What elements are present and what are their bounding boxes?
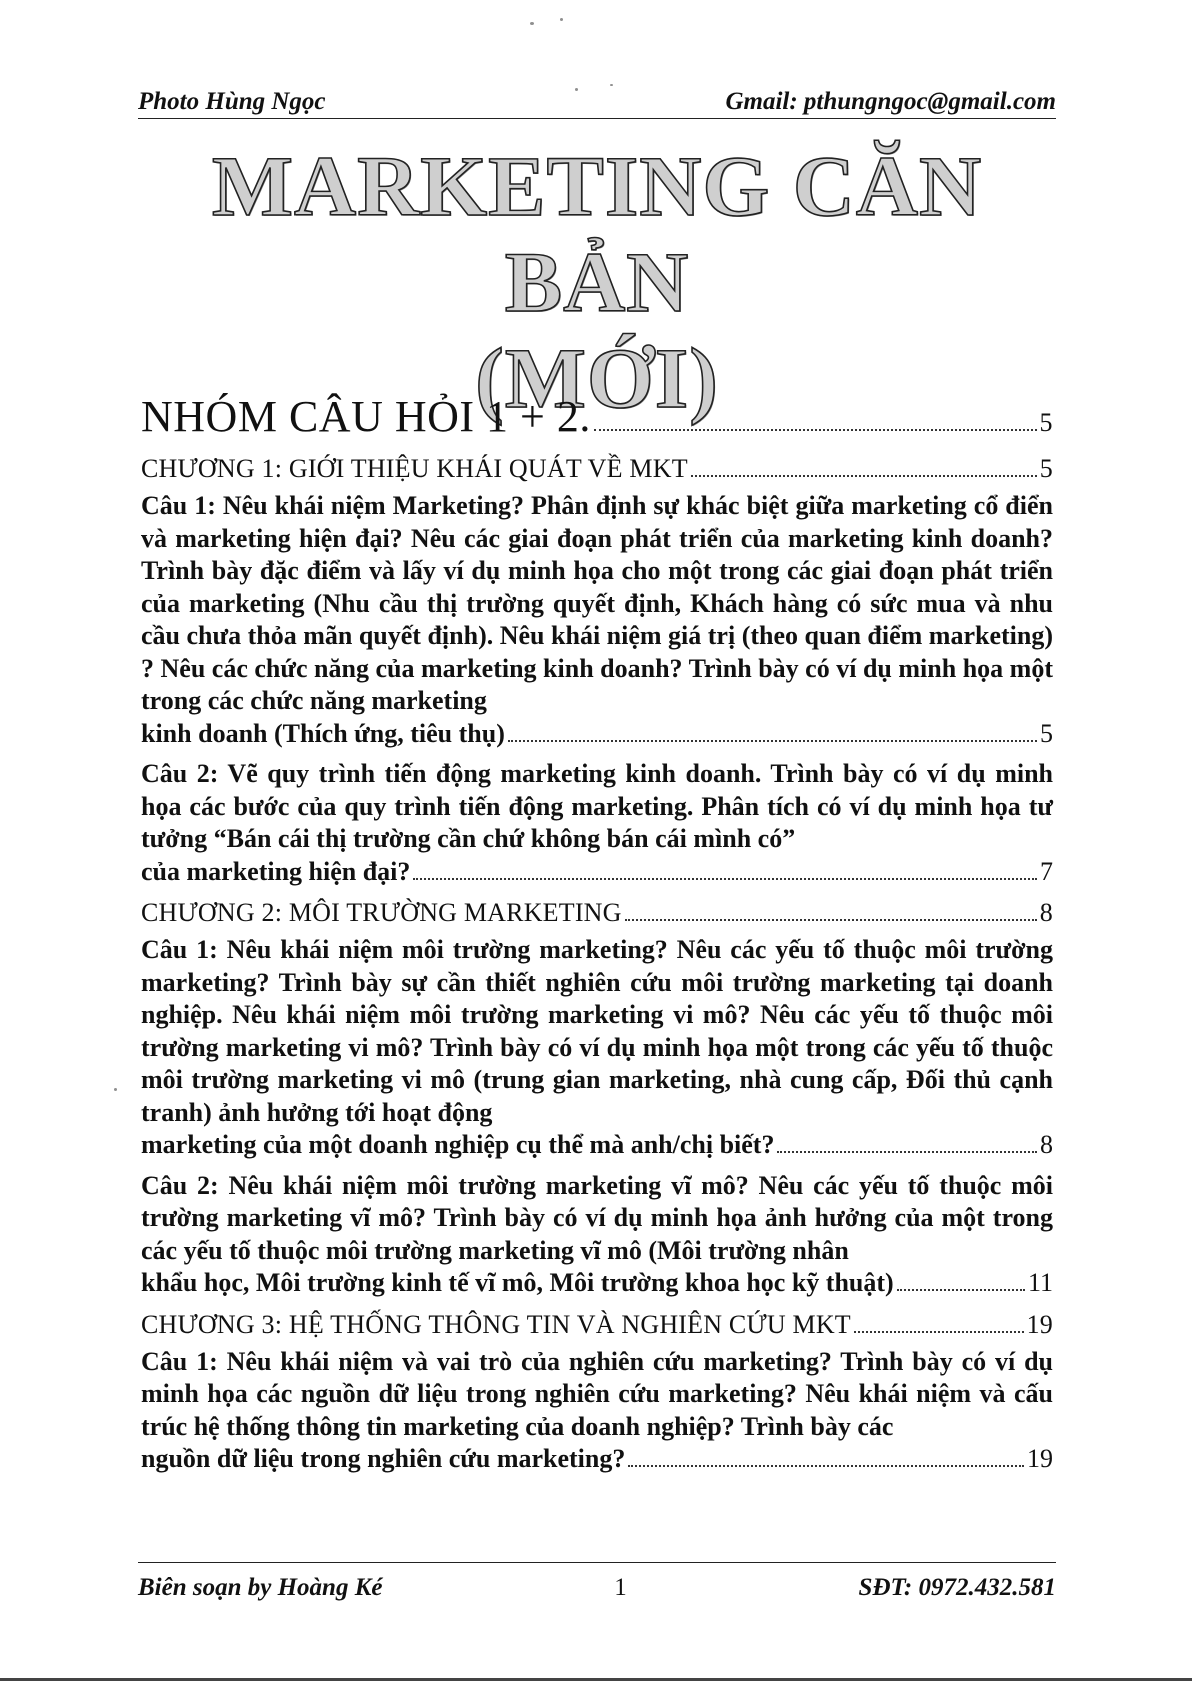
toc-page-number: 8	[1039, 898, 1053, 927]
toc-chapter-1[interactable]	[141, 452, 1053, 485]
toc-page-number: 7	[1040, 856, 1053, 886]
page-header	[138, 84, 1056, 119]
toc-question-1-1[interactable]	[141, 490, 1053, 750]
toc-question-2-2[interactable]	[141, 1170, 1053, 1300]
header-email: Gmail: pthungngoc@gmail.com	[725, 88, 1056, 115]
dot-leader	[594, 429, 1037, 431]
dot-leader	[777, 1151, 1037, 1153]
question-text-last-line: khẩu học, Môi trường kinh tế vĩ mô, Môi trường khoa học kỹ thuật)	[141, 1268, 894, 1297]
question-text: Câu 1: Nêu khái niệm môi trường marketing? Nêu các yếu tố thuộc môi trường marketing? Trình bày sự cần thiết nghiên cứu môi trường marketing tại doanh nghiệp. Nêu khái niệm môi trường marketing vi mô? Nêu các yếu tố thuộc môi trường marketing vi mô? Trình bày có ví dụ minh họa một trong các yếu tố thuộc môi trường marketing vi mô (trung gian marketing, nhà cung cấp, Đối thủ cạnh tranh) ảnh hưởng tới hoạt động	[141, 935, 1053, 1127]
scan-speck	[575, 88, 578, 91]
title-line-1: MARKETING CĂN BẢN	[211, 138, 983, 330]
dot-leader	[625, 919, 1037, 921]
dot-leader	[854, 1331, 1024, 1333]
dot-leader	[508, 740, 1037, 742]
question-text-last-line: kinh doanh (Thích ứng, tiêu thụ)	[141, 718, 505, 748]
header-left-text: Photo Hùng Ngọc	[138, 88, 326, 115]
scan-speck	[114, 1088, 117, 1091]
chapter-title: CHƯƠNG 1: GIỚI THIỆU KHÁI QUÁT VỀ MKT	[141, 454, 688, 483]
question-text: Câu 1: Nêu khái niệm Marketing? Phân định sự khác biệt giữa marketing cổ điển và marketing hiện đại? Nêu các giai đoạn phát triển của marketing kinh doanh? Trình bày đặc điểm và lấy ví dụ minh họa cho một trong các giai đoạn phát triển của marketing (Nhu cầu thị trường quyết định, Khách hàng có sức mua và nhu cầu chưa thỏa mãn quyết định). Nêu khái niệm giá trị (theo quan điểm marketing) ? Nêu các chức năng của marketing kinh doanh? Trình bày có ví dụ minh họa một trong các chức năng marketing	[141, 491, 1053, 715]
toc-page-number: 11	[1027, 1268, 1053, 1297]
page-footer	[138, 1562, 1056, 1607]
document-title	[138, 138, 1056, 426]
toc-question-3-1[interactable]	[141, 1346, 1053, 1476]
question-text: Câu 2: Nêu khái niệm môi trường marketing vĩ mô? Nêu các yếu tố thuộc môi trường marketing vĩ mô? Trình bày có ví dụ minh họa ảnh hưởng của một trong các yếu tố thuộc môi trường marketing vĩ mô (Môi trường nhân	[141, 1170, 1053, 1265]
dot-leader	[413, 878, 1037, 880]
toc-page-number: 8	[1040, 1130, 1053, 1159]
toc-chapter-2[interactable]	[141, 896, 1053, 929]
title-line-2: (MỚI)	[475, 330, 719, 426]
question-text: Câu 2: Vẽ quy trình tiến động marketing kinh doanh. Trình bày có ví dụ minh họa các bước của quy trình tiến động marketing. Phân tích có ví dụ minh họa tư tưởng “Bán cái thị trường cần chứ không bán cái mình có”	[141, 759, 1053, 853]
toc-chapter-3[interactable]	[141, 1308, 1053, 1341]
footer-page-number: 1	[614, 1574, 627, 1601]
toc-page-number: 19	[1027, 1444, 1053, 1473]
toc-group-entry[interactable]	[141, 390, 1053, 450]
table-of-contents	[141, 390, 1053, 1484]
scan-bottom-edge	[0, 1678, 1192, 1681]
toc-question-1-2[interactable]	[141, 758, 1053, 888]
toc-page-number: 5	[1039, 408, 1053, 437]
toc-group-title: NHÓM CÂU HỎI 1 + 2.	[141, 392, 591, 441]
scan-speck	[610, 84, 613, 86]
question-text-last-line: của marketing hiện đại?	[141, 856, 411, 886]
chapter-title: CHƯƠNG 2: MÔI TRƯỜNG MARKETING	[141, 898, 622, 927]
toc-page-number: 5	[1040, 718, 1053, 748]
dot-leader	[691, 475, 1037, 477]
question-text: Câu 1: Nêu khái niệm và vai trò của nghiên cứu marketing? Trình bày có ví dụ minh họa các nguồn dữ liệu trong nghiên cứu marketing? Nêu khái niệm và cấu trúc hệ thống thông tin marketing của doanh nghiệp? Trình bày các	[141, 1346, 1053, 1441]
dot-leader	[628, 1465, 1024, 1467]
dot-leader	[897, 1289, 1025, 1291]
scan-speck	[560, 18, 563, 21]
toc-page-number: 19	[1026, 1309, 1053, 1339]
scan-speck	[530, 22, 534, 25]
chapter-title: CHƯƠNG 3: HỆ THỐNG THÔNG TIN VÀ NGHIÊN CỨU MKT	[141, 1309, 851, 1339]
question-text-last-line: marketing của một doanh nghiệp cụ thể mà anh/chị biết?	[141, 1130, 775, 1159]
toc-question-2-1[interactable]	[141, 934, 1053, 1162]
footer-author: Biên soạn by Hoàng Ké	[138, 1574, 383, 1601]
footer-phone: SĐT: 0972.432.581	[858, 1574, 1056, 1601]
toc-page-number: 5	[1039, 454, 1053, 483]
question-text-last-line: nguồn dữ liệu trong nghiên cứu marketing?	[141, 1444, 626, 1473]
